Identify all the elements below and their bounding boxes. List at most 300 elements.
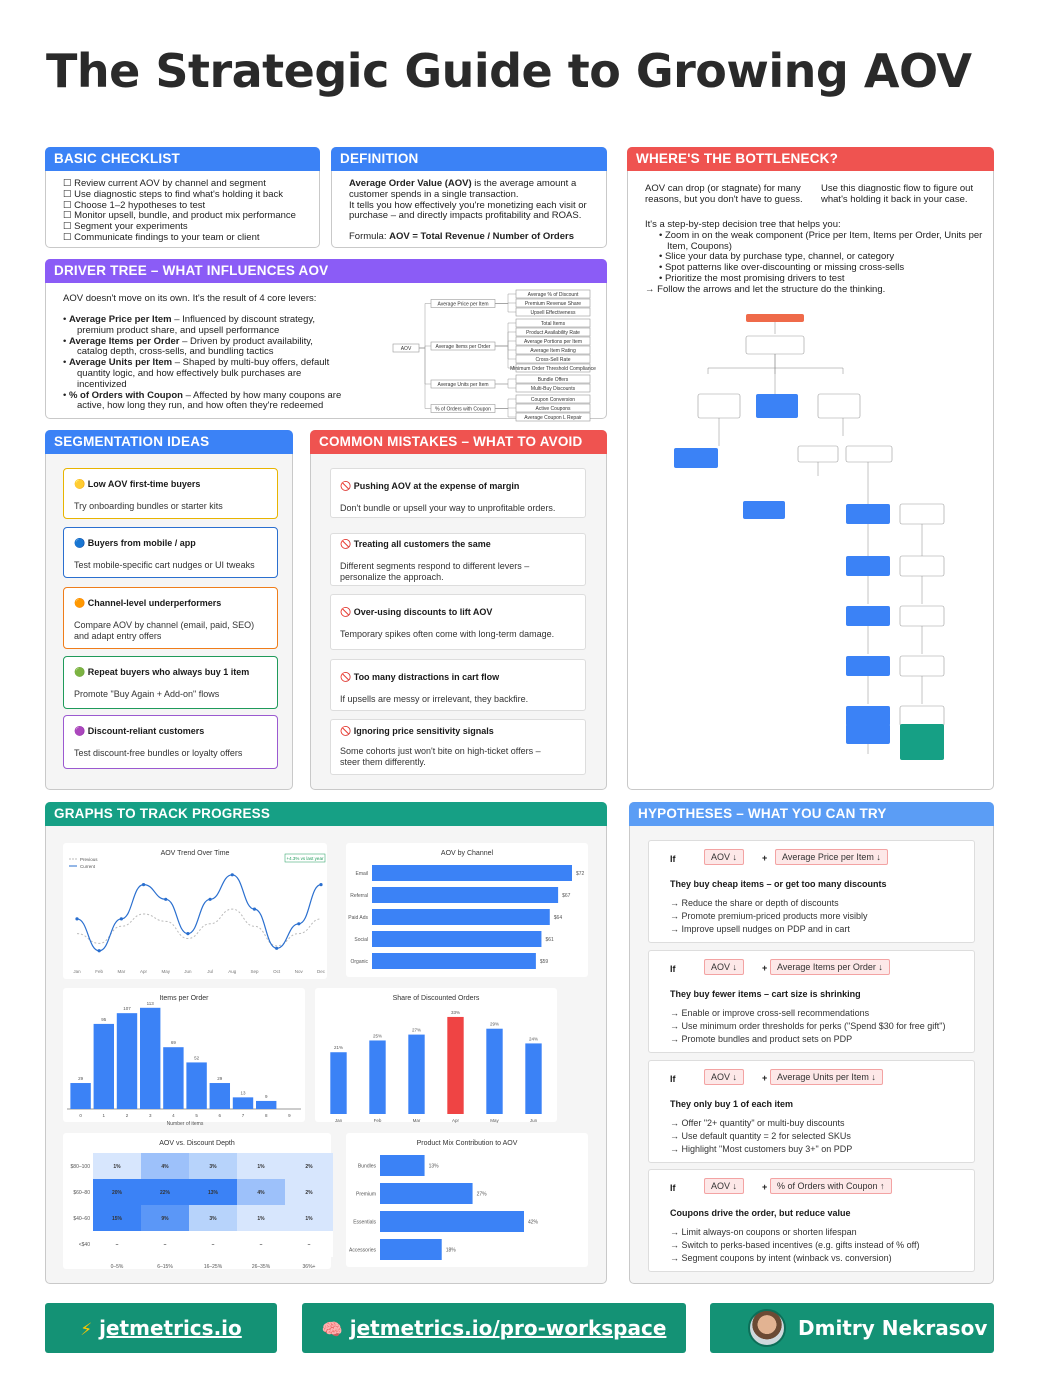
hypothesis-title: They only buy 1 of each item	[670, 1099, 794, 1109]
x-tick-label: Mar	[412, 1118, 421, 1123]
bar	[140, 1008, 160, 1109]
col-label: 16–25%	[203, 1264, 223, 1270]
x-tick-label: 7	[241, 1113, 245, 1118]
aov-by-channel-chart	[346, 843, 588, 977]
data-label: 27%	[411, 1027, 422, 1033]
data-point	[142, 883, 145, 886]
col-label: 36%+	[302, 1264, 316, 1270]
definition-header: DEFINITION	[331, 147, 607, 171]
category-label: Email	[355, 871, 368, 877]
definition-card	[331, 147, 607, 248]
cell-value: –	[163, 1242, 167, 1248]
hypotheses-header: HYPOTHESES – WHAT YOU CAN TRY	[629, 802, 994, 826]
bar	[233, 1097, 253, 1109]
bar	[525, 1043, 541, 1114]
brain-icon: 🧠	[321, 1320, 343, 1340]
cell-value: 1%	[305, 1216, 313, 1222]
flow-node	[900, 504, 944, 524]
product-mix-chart	[346, 1133, 588, 1267]
hypothesis-item	[648, 840, 975, 943]
hypothesis-item	[648, 1060, 975, 1163]
flow-node-teal	[900, 724, 944, 760]
graphs-card	[45, 802, 607, 1284]
data-label: 21%	[333, 1045, 344, 1051]
bottleneck-col1	[645, 184, 803, 206]
bottleneck-bullet: • Spot patterns like over-discounting or missing cross-sells	[659, 262, 905, 274]
data-point	[164, 898, 167, 901]
bar	[447, 1017, 463, 1114]
segmentation-card	[45, 430, 293, 790]
flow-node	[900, 656, 944, 676]
flow-node-blue	[846, 706, 890, 726]
bar	[210, 1083, 230, 1109]
cell-value: –	[115, 1242, 119, 1248]
flow-arrow	[818, 462, 868, 504]
cell-value: 22%	[159, 1190, 171, 1196]
tree-leaf-label: Average Portions per Item	[524, 339, 582, 345]
data-label: 13	[240, 1090, 246, 1096]
checklist-item[interactable]: ☐ Communicate findings to your team or client	[63, 231, 260, 243]
mistake-body: Don't bundle or upsell your way to unprofitable orders.	[340, 503, 556, 513]
flow-node	[818, 394, 860, 418]
mistake-body: Temporary spikes often come with long-term damage.	[340, 629, 555, 639]
bottleneck-text: Use this diagnostic flow to figure out	[821, 183, 974, 194]
cell-value: –	[307, 1242, 311, 1248]
bottleneck-header: WHERE'S THE BOTTLENECK?	[627, 147, 994, 171]
bar	[380, 1183, 473, 1204]
bar	[256, 1101, 276, 1109]
lever-item: • % of Orders with Coupon – Affected by how many coupons are	[63, 389, 342, 401]
x-tick-label: Apr	[451, 1118, 460, 1123]
category-label: Social	[354, 937, 368, 943]
x-tick-label: Dec	[316, 969, 326, 974]
bar	[372, 865, 572, 881]
chart-title: AOV by Channel	[440, 850, 494, 857]
data-label: $72	[576, 871, 585, 877]
flow-node-blue	[743, 501, 785, 519]
footer-author	[710, 1303, 994, 1353]
data-label: 18%	[445, 1247, 456, 1254]
author-name: Dmitry Nekrasov	[798, 1316, 988, 1340]
definition-line: is the average amount a	[471, 178, 577, 189]
tree-connector	[495, 379, 516, 384]
bar	[117, 1013, 137, 1109]
col-label: 26–35%	[251, 1264, 271, 1270]
chart-title: Product Mix Contribution to AOV	[416, 1140, 518, 1147]
category-label: Premium	[355, 1191, 376, 1198]
checklist-item[interactable]: ☐ Choose 1–2 hypotheses to test	[63, 199, 206, 211]
lever-desc: – Driven by product availability,	[179, 335, 313, 347]
lightning-icon: ⚡	[80, 1320, 93, 1340]
flow-node-blue	[846, 606, 890, 626]
lever-item: • Average Units per Item – Shaped by multi-buy offers, default	[63, 357, 330, 369]
definition-line: purchase – and directly impacts profitability and ROAS.	[349, 210, 582, 222]
segment-item	[63, 527, 278, 578]
row-label: $60–80	[73, 1190, 90, 1196]
mistake-item	[330, 719, 586, 775]
tree-connector	[495, 294, 516, 304]
aov-trend-chart	[63, 843, 327, 979]
legend-previous: Previous	[80, 857, 98, 862]
plus-sign: +	[762, 1182, 768, 1192]
flow-node	[900, 556, 944, 576]
segment-body: Compare AOV by channel (email, paid, SEO) and adapt entry offers	[74, 620, 255, 641]
flow-arrow	[868, 524, 922, 556]
if-label: If	[670, 1074, 676, 1084]
segment-title: 🔵 Buyers from mobile / app	[74, 538, 196, 548]
plus-sign: +	[762, 1073, 768, 1083]
segment-body: Try onboarding bundles or starter kits	[74, 501, 223, 511]
formula: AOV = Total Revenue / Number of Orders	[389, 231, 574, 243]
mistake-body: If upsells are messy or irrelevant, they backfire.	[340, 694, 529, 704]
x-tick-label: 3	[148, 1113, 152, 1118]
checklist-list	[63, 179, 296, 244]
segment-item	[63, 587, 278, 649]
aov-discount-heatmap	[63, 1133, 331, 1269]
bottleneck-bullet: Item, Coupons)	[667, 240, 732, 252]
if-label: If	[670, 1183, 676, 1193]
driver-tree-header: DRIVER TREE – WHAT INFLUENCES AOV	[45, 259, 607, 283]
bar	[372, 887, 558, 903]
lever-desc: active, how long they run, and how often they're redeemed	[77, 400, 324, 412]
data-label: 113	[146, 1000, 154, 1006]
lever-desc: premium product share, and upsell performance	[77, 324, 280, 336]
bottleneck-final: → Follow the arrows and let the structure do the thinking.	[645, 283, 886, 295]
data-label: $64	[553, 915, 563, 921]
checklist-item[interactable]: ☐ Use diagnostic steps to find what's holding it back	[63, 188, 283, 200]
col-label: 6–15%	[157, 1264, 173, 1270]
cell-value: 3%	[209, 1216, 217, 1222]
chart-title: Items per Order	[159, 995, 209, 1002]
data-point	[275, 947, 278, 950]
category-label: Organic	[350, 959, 368, 965]
x-tick-label: Jul	[207, 969, 213, 974]
hypothesis-actions: → Offer "2+ quantity" or multi-buy discounts → Use default quantity = 2 for selected SKUs → Highlight "Most customers buy 3+" on PDP	[670, 1118, 853, 1154]
tree-connector	[495, 341, 516, 346]
data-label: 27%	[476, 1191, 487, 1198]
mistake-title: 🚫 Pushing AOV at the expense of margin	[340, 481, 520, 491]
definition-text	[349, 179, 587, 243]
row-label: <$40	[78, 1242, 90, 1248]
data-point	[231, 873, 234, 876]
cell-value: 2%	[305, 1190, 313, 1196]
definition-term: Average Order Value (AOV)	[349, 178, 472, 189]
cell-value: 1%	[113, 1164, 121, 1170]
mistake-body: Different segments respond to different levers – personalize the approach.	[340, 561, 530, 582]
aov-pill: AOV ↓	[704, 849, 744, 865]
cell-value: 15%	[111, 1216, 123, 1222]
page-title: The Strategic Guide to Growing AOV	[46, 44, 972, 98]
checklist-card	[45, 147, 320, 248]
driver-tree-diagram	[391, 288, 596, 421]
hypothesis-actions: → Reduce the share or depth of discounts → Promote premium-priced products more visibly → Improve upsell nudges on PDP and in cart	[670, 898, 868, 934]
x-tick-label: 4	[172, 1113, 175, 1118]
category-label: Paid Ads	[348, 915, 368, 921]
cell-value: 13%	[207, 1190, 219, 1196]
data-point	[75, 917, 78, 920]
data-label: 42%	[528, 1219, 539, 1226]
checklist-item[interactable]: ☐ Segment your experiments	[63, 221, 188, 233]
x-tick-label: Oct	[273, 969, 281, 974]
bottleneck-text: what's holding it back in your case.	[821, 193, 968, 205]
cell-value: 1%	[257, 1164, 265, 1170]
flow-node	[900, 606, 944, 626]
checklist-item[interactable]: ☐ Review current AOV by channel and segment	[63, 178, 266, 189]
bar	[380, 1211, 524, 1232]
flow-node	[746, 336, 804, 354]
data-point	[297, 922, 300, 925]
hypothesis-item	[648, 950, 975, 1053]
chart-title: AOV Trend Over Time	[160, 850, 230, 857]
category-label: Accessories	[349, 1247, 376, 1254]
hypothesis-title: They buy cheap items – or get too many discounts	[670, 879, 887, 889]
discounted-orders-chart	[315, 988, 557, 1122]
bar	[372, 953, 536, 969]
items-per-order-chart	[63, 988, 305, 1127]
tree-leaf-label: Bundle Offers	[537, 377, 569, 383]
x-tick-label: Nov	[294, 969, 303, 974]
data-point	[253, 908, 256, 911]
jetmetrics-link[interactable]: jetmetrics.io	[99, 1316, 242, 1340]
segmentation-header: SEGMENTATION IDEAS	[45, 430, 293, 454]
bar	[372, 931, 541, 947]
data-label: 29	[78, 1076, 84, 1082]
x-tick-label: Jan	[334, 1118, 343, 1123]
pro-workspace-link[interactable]: jetmetrics.io/pro-workspace	[349, 1316, 667, 1340]
data-label: 24%	[528, 1036, 539, 1042]
data-label: 69	[170, 1040, 176, 1046]
flow-node-blue	[846, 556, 890, 576]
driver-pill: % of Orders with Coupon ↑	[770, 1178, 892, 1194]
lever-name: Average Units per Item	[68, 357, 173, 369]
mistake-title: 🚫 Too many distractions in cart flow	[340, 672, 500, 682]
lever-name: Average Items per Order	[68, 335, 180, 347]
tree-connector	[495, 323, 516, 346]
flow-node	[846, 446, 892, 462]
footer-link-1[interactable]	[45, 1303, 277, 1353]
definition-line: customer spends in a single transaction.	[349, 188, 519, 200]
flow-node	[798, 446, 838, 462]
data-label: $67	[562, 893, 571, 899]
flow-arrow	[719, 418, 843, 446]
cell-value: –	[259, 1242, 263, 1248]
flow-arrow	[868, 676, 922, 704]
data-label: 9	[264, 1093, 268, 1099]
data-label: 95	[101, 1016, 107, 1022]
data-label: 29%	[489, 1021, 500, 1027]
tree-leaf-label: Average % of Discount	[527, 292, 579, 298]
tree-connector	[495, 399, 516, 409]
x-tick-label: 2	[125, 1113, 129, 1118]
graphs-header: GRAPHS TO TRACK PROGRESS	[45, 802, 607, 826]
bar	[330, 1052, 346, 1114]
mistake-body: Some cohorts just won't bite on high-ticket offers – steer them differently.	[340, 746, 541, 767]
mistakes-card	[310, 430, 607, 790]
x-tick-label: Jun	[529, 1118, 538, 1123]
data-label: $61	[545, 937, 554, 943]
bar	[486, 1029, 502, 1114]
x-tick-label: 1	[102, 1113, 106, 1118]
flow-node-blue	[846, 504, 890, 524]
flow-arrow	[868, 576, 922, 604]
segment-item	[63, 468, 278, 519]
data-label: 33%	[450, 1009, 461, 1015]
bar	[163, 1047, 183, 1109]
driver-levers	[63, 315, 363, 412]
lever-name: Average Price per Item	[68, 314, 172, 325]
flow-node-blue	[846, 724, 890, 744]
tree-root-label: AOV	[400, 346, 412, 352]
tree-leaf-label: Product Availability Rate	[526, 330, 580, 336]
driver-pill: Average Units per Item ↓	[770, 1069, 883, 1085]
plus-sign: +	[762, 963, 768, 973]
mistake-item	[330, 659, 586, 711]
tree-leaf-label: Cross-Sell Rate	[535, 357, 571, 363]
lever-desc: – Affected by how many coupons are	[182, 389, 342, 401]
bottleneck-col2	[821, 184, 973, 206]
plus-sign: +	[762, 853, 768, 863]
tree-leaf-label: Premium Revenue Share	[524, 301, 582, 307]
row-label: $80–100	[70, 1164, 90, 1170]
bottleneck-text: AOV can drop (or stagnate) for many	[645, 183, 801, 194]
chart-title: AOV vs. Discount Depth	[159, 1140, 235, 1147]
series-current-line	[77, 875, 321, 951]
diagnostic-flowchart	[668, 306, 958, 776]
tree-connector	[495, 346, 516, 359]
data-point	[120, 917, 123, 920]
category-label: Bundles	[357, 1163, 376, 1170]
mistake-title: 🚫 Treating all customers the same	[340, 539, 491, 549]
x-tick-label: 9	[288, 1113, 291, 1118]
lever-desc: quantity logic, and how effectively bulk purchases are	[77, 367, 302, 379]
hypothesis-title: They buy fewer items – cart size is shrinking	[670, 989, 861, 999]
tree-connector	[495, 346, 516, 368]
x-tick-label: Feb	[373, 1118, 382, 1123]
segment-title: 🟣 Discount-reliant customers	[74, 726, 205, 736]
driver-tree-card	[45, 259, 607, 419]
flow-node-blue	[846, 656, 890, 676]
tree-leaf-label: Coupon Conversion	[530, 397, 576, 403]
cell-value: 1%	[257, 1216, 265, 1222]
change-badge-label: +4.3% vs last year	[286, 856, 324, 861]
tree-connector	[495, 304, 516, 313]
hypothesis-title: Coupons drive the order, but reduce value	[670, 1208, 851, 1218]
cell-value: –	[211, 1242, 215, 1248]
x-tick-label: 8	[264, 1113, 268, 1118]
lever-desc: – Influenced by discount strategy,	[171, 314, 316, 325]
footer-link-2[interactable]	[302, 1303, 686, 1353]
data-point	[208, 898, 211, 901]
tree-connector	[495, 332, 516, 346]
mistake-title: 🚫 Ignoring price sensitivity signals	[340, 726, 494, 736]
checklist-item[interactable]: ☐ Monitor upsell, bundle, and product mix performance	[63, 210, 296, 222]
data-label: 107	[123, 1006, 131, 1012]
bar	[372, 909, 550, 925]
tree-branch-label: % of Orders with Coupon	[435, 406, 491, 413]
tree-branch-label: Average Price per Item	[437, 301, 489, 308]
hypothesis-item	[648, 1169, 975, 1272]
lever-desc: catalog depth, cross-sells, and bundling tactics	[77, 346, 274, 358]
segment-body: Promote "Buy Again + Add-on" flows	[74, 689, 220, 699]
x-tick-label: Aug	[228, 969, 237, 974]
tree-branch-label: Average Units per Item	[437, 382, 489, 388]
segment-body: Test mobile-specific cart nudges or UI tweaks	[74, 560, 255, 570]
col-label: 0–5%	[110, 1264, 124, 1270]
data-label: 13%	[428, 1163, 439, 1170]
lever-item: • Average Price per Item – Influenced by discount strategy,	[63, 314, 316, 325]
driver-pill: Average Items per Order ↓	[770, 959, 890, 975]
cell-value: 4%	[161, 1164, 169, 1170]
definition-line: It tells you how effectively you're monetizing each visit or	[349, 199, 587, 211]
bar	[380, 1155, 425, 1176]
row-label: $40–60	[73, 1216, 90, 1222]
tree-connector	[419, 348, 431, 409]
data-label: 25%	[372, 1033, 383, 1039]
x-tick-label: May	[161, 969, 170, 974]
bottleneck-bullet: • Prioritize the most promising drivers to test	[659, 272, 845, 284]
flow-arrow	[868, 626, 922, 654]
tree-connector	[495, 384, 516, 388]
tree-leaf-label: Total Items	[540, 321, 566, 327]
data-label: 29	[217, 1076, 223, 1082]
x-tick-label: Jun	[184, 969, 192, 974]
cell-value: 20%	[111, 1190, 123, 1196]
tree-connector	[495, 409, 516, 418]
segment-title: 🟠 Channel-level underperformers	[74, 598, 222, 608]
aov-pill: AOV ↓	[704, 959, 744, 975]
flow-node	[698, 394, 740, 418]
segment-title: 🟢 Repeat buyers who always buy 1 item	[74, 667, 250, 677]
mistake-title: 🚫 Over-using discounts to lift AOV	[340, 607, 493, 617]
bottleneck-bullet: • Slice your data by purchase type, channel, or category	[659, 251, 895, 263]
category-label: Essentials	[353, 1219, 376, 1226]
tree-leaf-label: Average Coupon L Repair	[524, 415, 582, 421]
x-tick-label: 0	[79, 1113, 82, 1118]
lever-item: • Average Items per Order – Driven by product availability,	[63, 335, 313, 347]
mistakes-header: COMMON MISTAKES – WHAT TO AVOID	[310, 430, 607, 454]
segment-body: Test discount-free bundles or loyalty offers	[74, 748, 243, 758]
data-point	[319, 883, 322, 886]
data-point	[98, 949, 101, 952]
tree-branch-label: Average Items per Order	[435, 344, 491, 350]
bar	[70, 1083, 90, 1109]
x-tick-label: Feb	[95, 969, 104, 974]
tree-connector	[495, 346, 516, 350]
legend-current: Current	[80, 864, 96, 869]
mistake-item	[330, 533, 586, 586]
tree-leaf-label: Minimum Order Threshold Compliance	[510, 366, 596, 372]
chart-title: Share of Discounted Orders	[392, 995, 480, 1002]
tree-leaf-label: Upsell Effectiveness	[530, 310, 576, 316]
flow-arrow	[708, 354, 843, 374]
cell-value: 3%	[209, 1164, 217, 1170]
avatar	[748, 1309, 786, 1347]
if-label: If	[670, 964, 676, 974]
tree-connector	[419, 304, 431, 349]
x-tick-label: 6	[218, 1113, 222, 1118]
flow-node	[900, 706, 944, 726]
bar	[186, 1062, 206, 1109]
x-tick-label: Sep	[250, 969, 259, 974]
data-label: $59	[539, 959, 549, 965]
formula-label: Formula:	[349, 231, 390, 243]
tree-leaf-label: Average Item Rating	[530, 348, 576, 354]
cell-value: 2%	[305, 1164, 313, 1170]
tree-leaf-label: Active Coupons	[535, 406, 571, 412]
flow-node-blue	[674, 448, 718, 468]
bar	[94, 1024, 114, 1109]
x-tick-label: Mar	[117, 969, 126, 974]
